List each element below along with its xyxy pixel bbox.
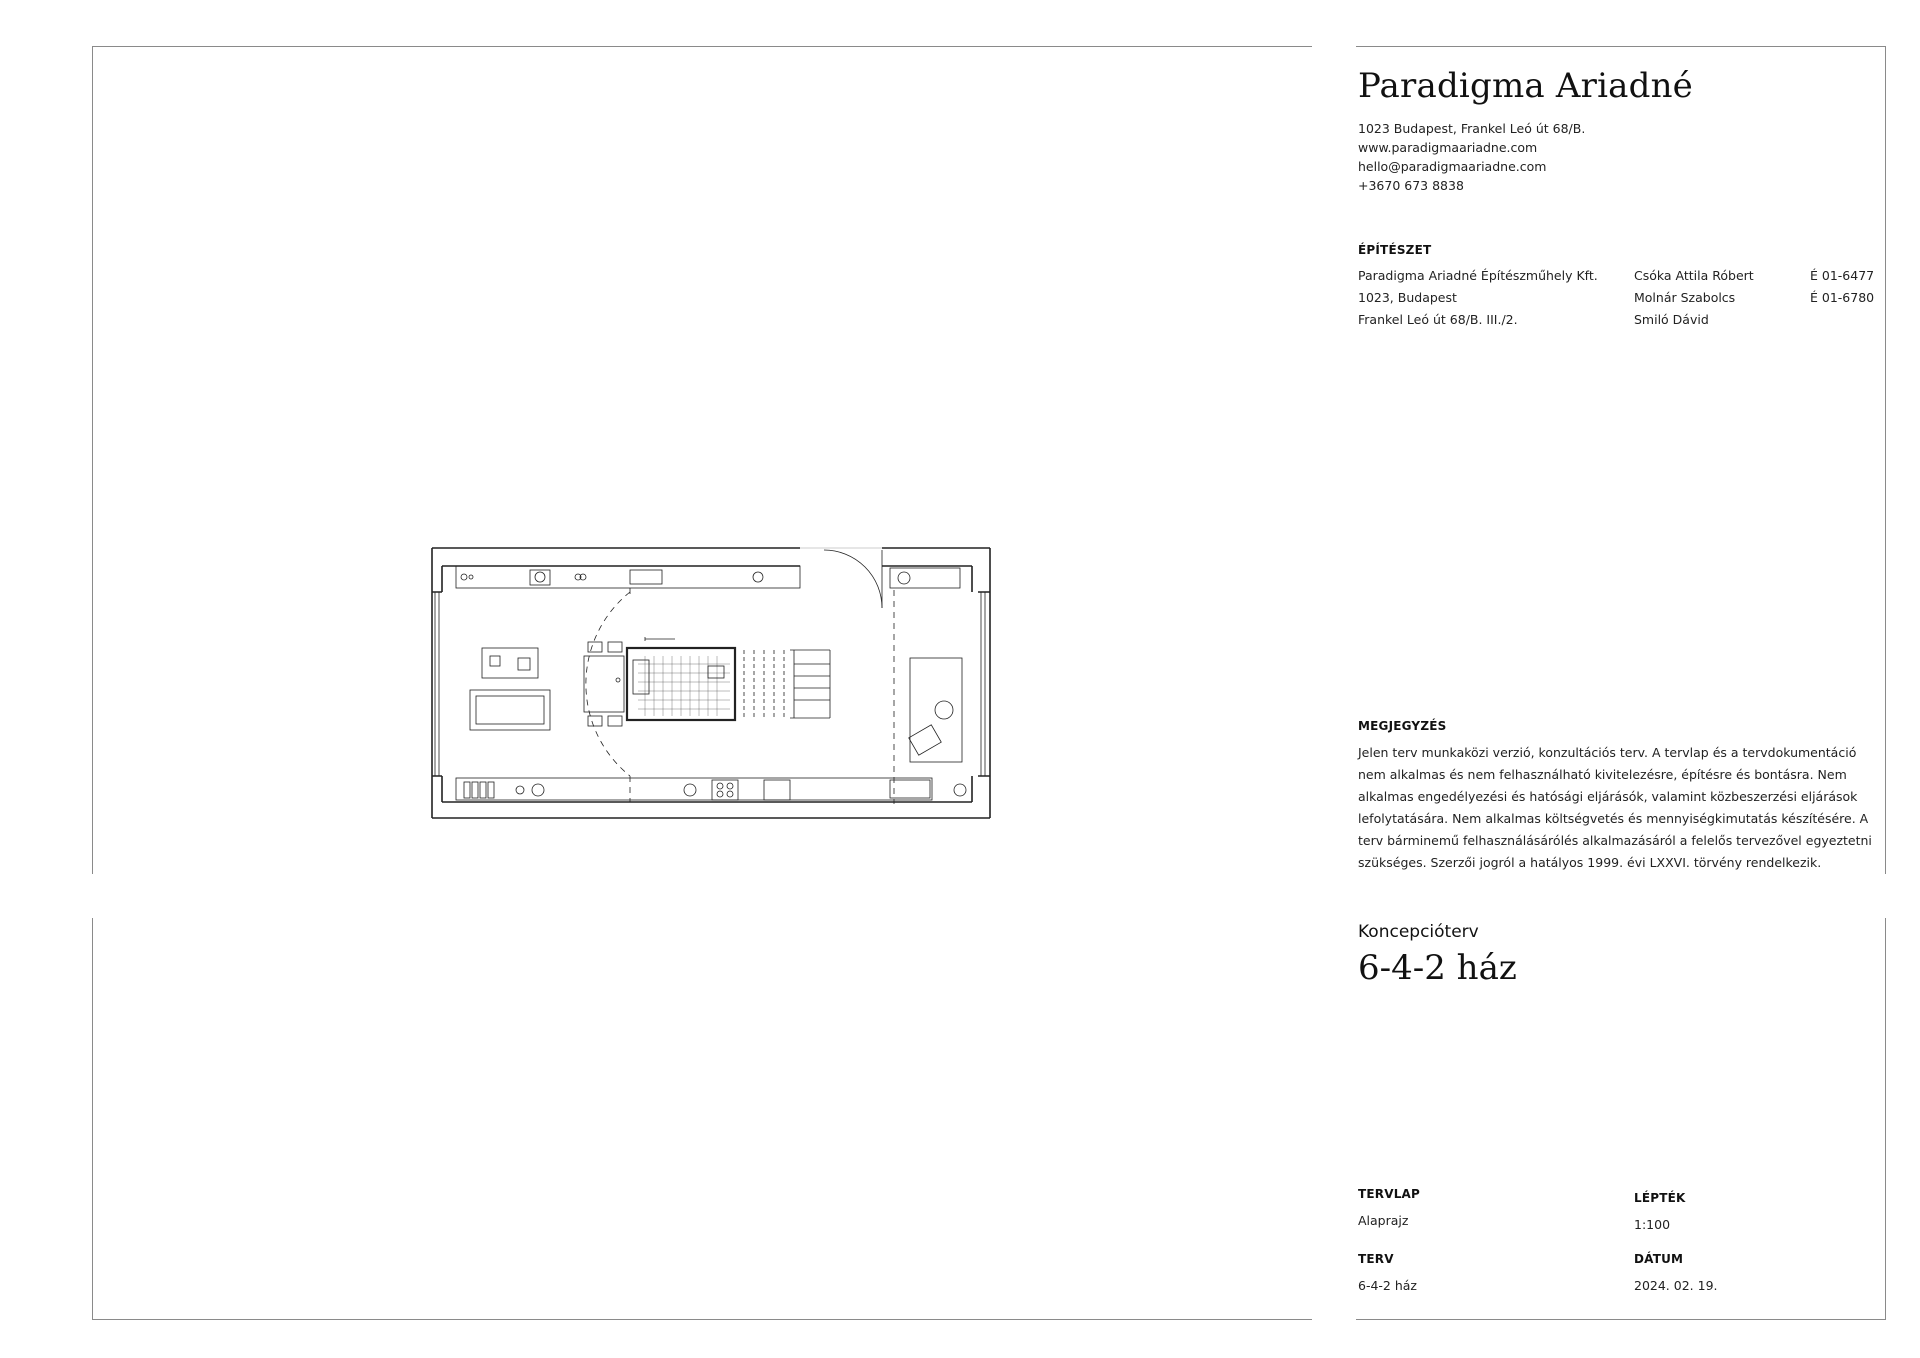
scale-label: LÉPTÉK (1634, 1191, 1686, 1205)
office-email[interactable]: hello@paradigmaariadne.com (1358, 159, 1547, 174)
plan-label: TERV (1358, 1252, 1394, 1266)
sheet-value: Alaprajz (1358, 1213, 1409, 1228)
office-name: Paradigma Ariadné (1358, 66, 1693, 106)
staircase (744, 650, 784, 718)
sheet-label: TERVLAP (1358, 1187, 1421, 1201)
windows (435, 592, 985, 776)
note-text: Jelen terv munkaközi verzió, konzultációs terv. A tervlap és a tervdokumentáció nem alkalmas és nem felhasználható kivitelezésre, építésre és bontásra. Nem alkalmas engedélyezési és hatósági eljárásók, valamint közbeszerzési eljárások lefolytatására. Nem alkalmas költségvetés és mennyiségkimutatás készítésére. A terv bárminemű felhasználásárólés alkalmazásáról a felelős tervezővel egyeztetni szükséges. Szerzői jogról a hatályos 1999. évi LXXVI. törvény rendelkezik. (1358, 745, 1872, 870)
exterior-walls (432, 548, 990, 818)
office-phone: +3670 673 8838 (1358, 178, 1464, 193)
office-address: 1023 Budapest, Frankel Leó út 68/B. (1358, 121, 1586, 136)
frame-left-upper (92, 46, 93, 874)
architect-name: Smiló Dávid (1634, 312, 1709, 327)
architect-license: É 01-6780 (1810, 290, 1875, 305)
architect-name: Molnár Szabolcs (1634, 290, 1736, 305)
architect-name: Csóka Attila Róbert (1634, 268, 1754, 283)
frame-left-lower (92, 918, 93, 1320)
frame-bottom-left (92, 1319, 1312, 1320)
entrance-door (800, 548, 882, 608)
staircase-upper (790, 650, 830, 718)
counter-bottom (456, 778, 966, 800)
bathroom-core (627, 637, 735, 720)
company-line: Paradigma Ariadné Építészműhely Kft. (1358, 268, 1598, 283)
frame-right-lower (1885, 918, 1886, 1320)
project-title: 6-4-2 ház (1358, 948, 1517, 988)
frame-top-left (92, 46, 1312, 47)
note-heading: MEGJEGYZÉS (1358, 719, 1447, 733)
company-line: Frankel Leó út 68/B. III./2. (1358, 312, 1518, 327)
frame-bottom-right (1356, 1319, 1886, 1320)
architect-license: É 01-6477 (1810, 268, 1875, 283)
counter-top (456, 566, 960, 588)
office-website[interactable]: www.paradigmaariadne.com (1358, 140, 1538, 155)
date-value: 2024. 02. 19. (1634, 1278, 1718, 1293)
scale-value: 1:100 (1634, 1217, 1671, 1232)
frame-right-upper (1885, 46, 1886, 874)
living-furniture (470, 648, 550, 730)
architecture-heading: ÉPÍTÉSZET (1358, 243, 1432, 257)
frame-top-right (1356, 46, 1886, 47)
bedroom-furniture (909, 658, 962, 762)
company-line: 1023, Budapest (1358, 290, 1457, 305)
floor-plan-drawing (430, 540, 1000, 830)
date-label: DÁTUM (1634, 1252, 1684, 1266)
plan-value: 6-4-2 ház (1358, 1278, 1417, 1293)
space-divider (586, 588, 894, 804)
project-subtitle: Koncepcióterv (1358, 922, 1479, 942)
